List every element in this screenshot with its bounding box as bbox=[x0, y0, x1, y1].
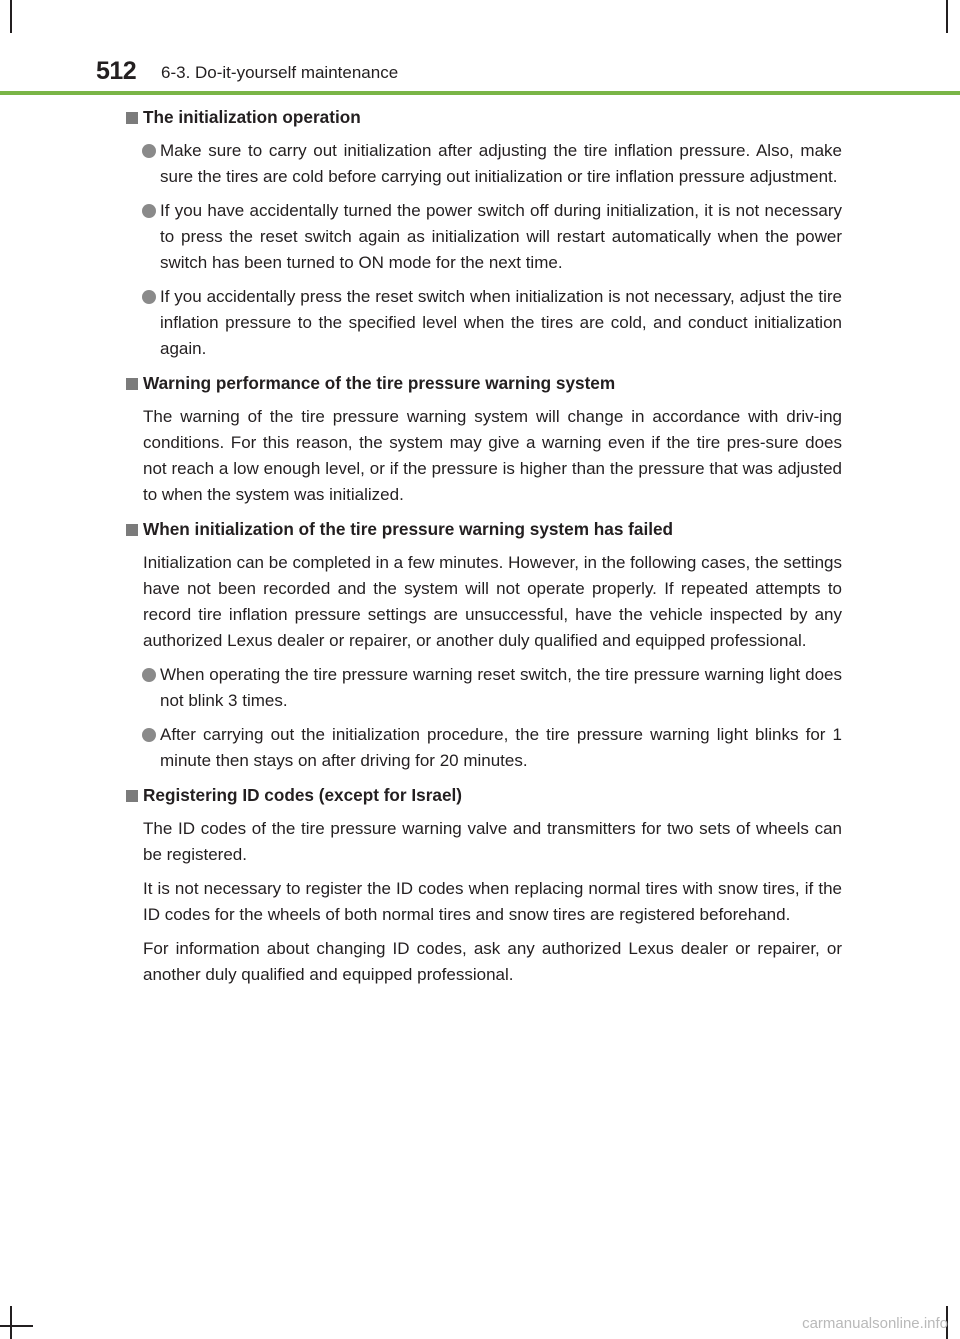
round-bullet-icon bbox=[142, 204, 156, 218]
page-number: 512 bbox=[96, 57, 137, 85]
bullet-text: If you have accidentally turned the power switch off during initialization, it is not necessary to press the reset switch again as initialization will restart automatically when the power switch has been turned to ON mode for the next time. bbox=[160, 201, 842, 272]
header-rule bbox=[0, 91, 960, 95]
bullet-text: If you accidentally press the reset switch when initialization is not necessary, adjust the tire inflation pressure to the specified level when the tires are cold, and conduct initialization again. bbox=[160, 287, 842, 358]
bullet-text: When operating the tire pressure warning reset switch, the tire pressure warning light does not blink 3 times. bbox=[160, 665, 842, 710]
bullet-item bbox=[124, 284, 842, 362]
page-header bbox=[96, 56, 946, 86]
page-content bbox=[124, 104, 842, 996]
heading-text: The initialization operation bbox=[143, 107, 361, 127]
square-bullet-icon bbox=[126, 790, 138, 802]
bullet-item bbox=[124, 138, 842, 190]
paragraph: Initialization can be completed in a few minutes. However, in the following cases, the settings have not been recorded and the system will not operate properly. If repeated attempts to record tire inflation pressure settings are unsuccessful, have the vehicle inspected by any authorized Lexus dealer or repairer, or another duly qualified and equipped professional. bbox=[143, 553, 842, 650]
bullet-item bbox=[124, 722, 842, 774]
crop-mark-top-left-vertical bbox=[10, 0, 12, 33]
crop-mark-top-right-vertical bbox=[946, 0, 948, 33]
crop-mark-bottom-left-horizontal bbox=[0, 1325, 33, 1327]
round-bullet-icon bbox=[142, 144, 156, 158]
heading-registering-id-codes bbox=[124, 782, 842, 808]
heading-text: Warning performance of the tire pressure warning system bbox=[143, 373, 616, 393]
bullet-item bbox=[124, 662, 842, 714]
heading-initialization-operation bbox=[124, 104, 842, 130]
bullet-item bbox=[124, 198, 842, 276]
heading-text: Registering ID codes (except for Israel) bbox=[143, 785, 463, 805]
paragraph: For information about changing ID codes, ask any authorized Lexus dealer or repairer, or another duly qualified and equipped professional. bbox=[143, 939, 842, 984]
bullet-text: Make sure to carry out initialization after adjusting the tire inflation pressure. Also, make sure the tires are cold before carrying out initialization or tire inflation pressure adjustment. bbox=[160, 141, 842, 186]
square-bullet-icon bbox=[126, 378, 138, 390]
paragraph: The ID codes of the tire pressure warning valve and transmitters for two sets of wheels can be registered. bbox=[143, 819, 842, 864]
crop-mark-bottom-left-vertical bbox=[10, 1306, 12, 1339]
heading-text: When initialization of the tire pressure warning system has failed bbox=[143, 519, 674, 539]
bullet-text: After carrying out the initialization procedure, the tire pressure warning light blinks for 1 minute then stays on after driving for 20 minutes. bbox=[160, 725, 842, 770]
heading-warning-performance bbox=[124, 370, 842, 396]
section-title: 6-3. Do-it-yourself maintenance bbox=[161, 63, 399, 82]
heading-initialization-failed bbox=[124, 516, 842, 542]
square-bullet-icon bbox=[126, 524, 138, 536]
paragraph: The warning of the tire pressure warning system will change in accordance with driv-ing conditions. For this reason, the system may give a warning even if the tire pres-sure does not reach a low enough level, or if the pressure is higher than the pressure that was adjusted to when the system was initialized. bbox=[143, 407, 842, 504]
watermark-text: carmanualsonline.info bbox=[802, 1315, 948, 1332]
round-bullet-icon bbox=[142, 290, 156, 304]
round-bullet-icon bbox=[142, 728, 156, 742]
round-bullet-icon bbox=[142, 668, 156, 682]
paragraph: It is not necessary to register the ID codes when replacing normal tires with snow tires, if the ID codes for the wheels of both normal tires and snow tires are registered beforehand. bbox=[143, 879, 842, 924]
square-bullet-icon bbox=[126, 112, 138, 124]
